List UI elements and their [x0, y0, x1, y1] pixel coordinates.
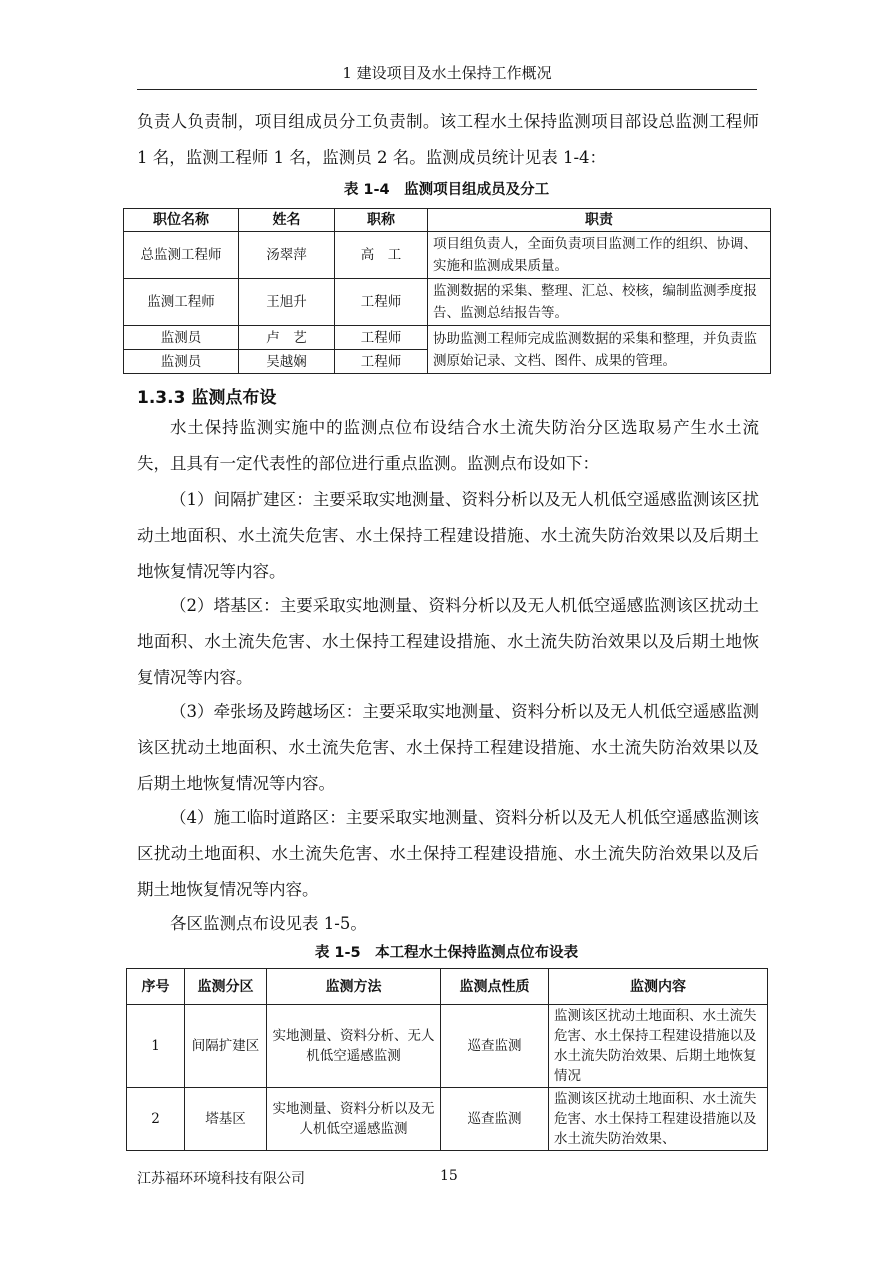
zone-cell: 塔基区: [185, 1088, 267, 1151]
method-cell: 实地测量、资料分析以及无人机低空遥感监测: [267, 1088, 441, 1151]
position-cell: 总监测工程师: [124, 232, 239, 279]
header-cell: 职位名称: [124, 209, 239, 232]
duty-cell: 协助监测工程师完成监测数据的采集和整理，并负责监测原始记录、文档、图件、成果的管理。: [428, 326, 771, 374]
footer-company: 江苏福环环境科技有限公司: [137, 1171, 305, 1187]
name-cell: 吴越娴: [239, 350, 335, 374]
header-cell: 姓名: [239, 209, 335, 232]
body-paragraph: （3）牵张场及跨越场区：主要采取实地测量、资料分析以及无人机低空遥感监测该区扰动土地面积、水土流失危害、水土保持工程建设措施、水土流失防治效果以及后期土地恢复情况等内容。: [137, 702, 759, 793]
type-cell: 巡查监测: [441, 1005, 549, 1088]
footer-page-number: 15: [440, 1168, 458, 1184]
position-cell: 监测员: [124, 326, 239, 350]
table-row: [127, 1088, 768, 1151]
title-cell: 工程师: [335, 326, 428, 350]
body-paragraph: （2）塔基区：主要采取实地测量、资料分析以及无人机低空遥感监测该区扰动土地面积、水土流失危害、水土保持工程建设措施、水土流失防治效果以及后期土地恢复情况等内容。: [137, 596, 759, 687]
duty-cell: 监测数据的采集、整理、汇总、校核，编制监测季度报告、监测总结报告等。: [428, 279, 771, 326]
header-cell: 监测内容: [549, 969, 768, 1005]
body-paragraph: 各区监测点布设见表 1-5。: [170, 914, 367, 933]
intro-paragraph: 负责人负责制，项目组成员分工负责制。该工程水土保持监测项目部设总监测工程师 1 名，监测工程师 1 名，监测员 2 名。监测成员统计见表 1-4：: [137, 112, 759, 167]
zone-cell: 间隔扩建区: [185, 1005, 267, 1088]
index-cell: 2: [127, 1088, 185, 1151]
title-cell: 工程师: [335, 279, 428, 326]
header-cell: 监测分区: [185, 969, 267, 1005]
index-cell: 1: [127, 1005, 185, 1088]
running-header: 1 建设项目及水土保持工作概况: [137, 62, 757, 90]
duty-cell: 项目组负责人，全面负责项目监测工作的组织、协调、实施和监测成果质量。: [428, 232, 771, 279]
table-1-4-caption: 表 1-4 监测项目组成员及分工: [343, 182, 550, 198]
name-cell: 王旭升: [239, 279, 335, 326]
header-cell: 监测点性质: [441, 969, 549, 1005]
table-1-4: [123, 208, 771, 374]
table-row: [124, 279, 771, 326]
method-cell: 实地测量、资料分析、无人机低空遥感监测: [267, 1005, 441, 1088]
title-cell: 高 工: [335, 232, 428, 279]
section-heading: 1.3.3 监测点布设: [137, 388, 277, 408]
table-row: [127, 1005, 768, 1088]
content-cell: 监测该区扰动土地面积、水土流失危害、水土保持工程建设措施以及水土流失防治效果、: [549, 1088, 768, 1151]
table-1-5-caption: 表 1-5 本工程水土保持监测点位布设表: [314, 945, 579, 961]
name-cell: 卢 艺: [239, 326, 335, 350]
table-row: [124, 326, 771, 350]
table-header-row: [127, 969, 768, 1005]
position-cell: 监测工程师: [124, 279, 239, 326]
header-cell: 监测方法: [267, 969, 441, 1005]
position-cell: 监测员: [124, 350, 239, 374]
name-cell: 汤翠萍: [239, 232, 335, 279]
table-row: [124, 232, 771, 279]
table-header-row: [124, 209, 771, 232]
header-cell: 职责: [428, 209, 771, 232]
body-paragraph: （4）施工临时道路区：主要采取实地测量、资料分析以及无人机低空遥感监测该区扰动土地面积、水土流失危害、水土保持工程建设措施、水土流失防治效果以及后期土地恢复情况等内容。: [137, 808, 759, 899]
header-cell: 序号: [127, 969, 185, 1005]
header-cell: 职称: [335, 209, 428, 232]
table-1-5: [126, 968, 768, 1151]
body-paragraph: 水土保持监测实施中的监测点位布设结合水土流失防治分区选取易产生水土流失，且具有一定代表性的部位进行重点监测。监测点布设如下：: [137, 418, 759, 473]
body-paragraph: （1）间隔扩建区：主要采取实地测量、资料分析以及无人机低空遥感监测该区扰动土地面积、水土流失危害、水土保持工程建设措施、水土流失防治效果以及后期土地恢复情况等内容。: [137, 490, 759, 581]
title-cell: 工程师: [335, 350, 428, 374]
content-cell: 监测该区扰动土地面积、水土流失危害、水土保持工程建设措施以及水土流失防治效果、后期土地恢复情况: [549, 1005, 768, 1088]
type-cell: 巡查监测: [441, 1088, 549, 1151]
